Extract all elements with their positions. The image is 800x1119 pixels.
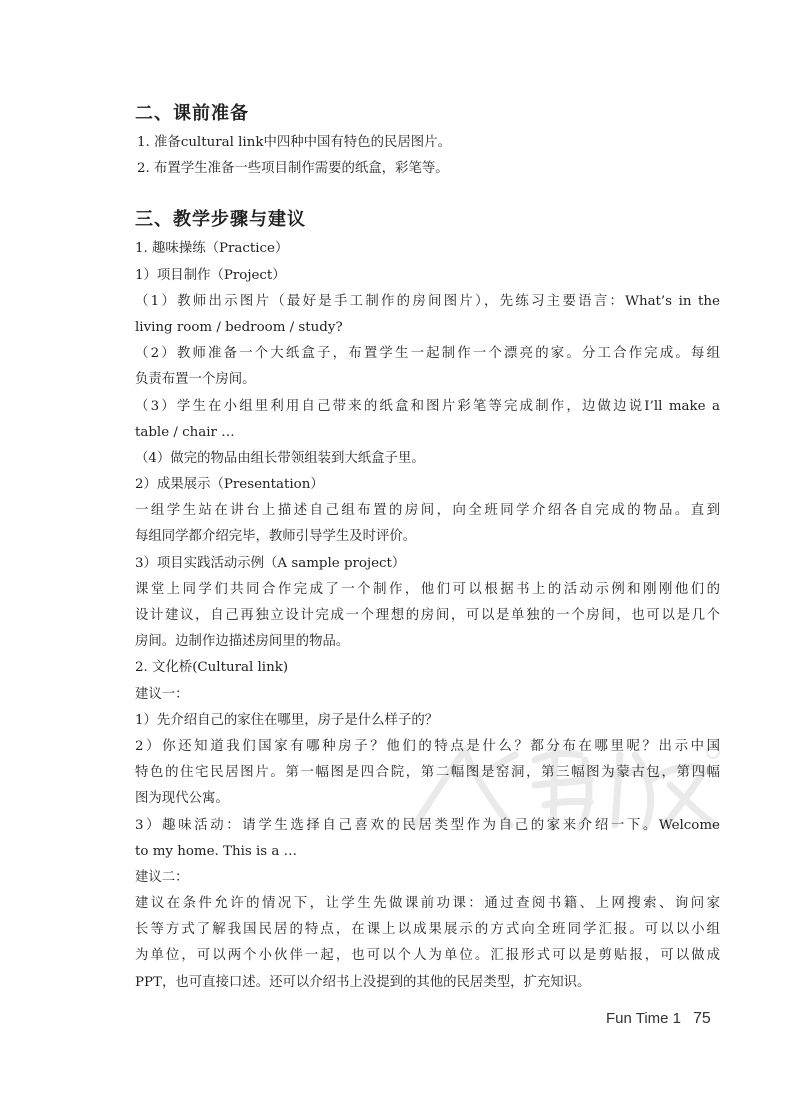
body-line: 建议在条件允许的情况下，让学生先做课前功课：通过查阅书籍、上网搜索、询问家 (135, 896, 720, 912)
body-line: 每组同学都介绍完毕，教师引导学生及时评价。 (135, 529, 417, 545)
section-heading-steps: 三、教学步骤与建议 (135, 209, 306, 231)
body-line: living room / bedroom / study? (135, 319, 343, 335)
body-line: 图为现代公寓。 (135, 791, 229, 807)
body-line: 课堂上同学们共同合作完成了一个制作，他们可以根据书上的活动示例和刚刚他们的 (135, 581, 720, 597)
steps-body (135, 236, 720, 995)
body-line: 一组学生站在讲台上描述自己组布置的房间，向全班同学介绍各自完成的物品。直到 (135, 503, 720, 519)
body-line: 建议二： (135, 869, 189, 885)
main-text-block (135, 98, 720, 996)
body-line: PPT，也可直接口述。还可以介绍书上没提到的其他的民居类型，扩充知识。 (135, 974, 591, 990)
body-line: （3）学生在小组里利用自己带来的纸盒和图片彩笔等完成制作，边做边说I’ll make a (135, 398, 720, 414)
body-line: 1）先介绍自己的家住在哪里，房子是什么样子的？ (135, 712, 439, 728)
body-line: 3）项目实践活动示例（A sample project） (135, 555, 406, 571)
body-line: 2）你还知道我们国家有哪种房子？他们的特点是什么？都分布在哪里呢？出示中国 (135, 738, 720, 754)
body-line: （2）教师准备一个大纸盒子，布置学生一起制作一个漂亮的家。分工合作完成。每组 (135, 346, 720, 362)
body-line: 1）项目制作（Project） (135, 267, 286, 283)
section-gap (135, 182, 720, 204)
body-line: 3）趣味活动：请学生选择自己喜欢的民居类型作为自己的家来介绍一下。Welcome (135, 817, 720, 833)
body-line: 2）成果展示（Presentation） (135, 477, 324, 493)
body-line: to my home. This is a … (135, 843, 298, 859)
body-line: 负责布置一个房间。 (135, 372, 256, 388)
body-line: 长等方式了解我国民居的特点，在课上以成果展示的方式向全班同学汇报。可以以小组 (135, 922, 720, 938)
body-line: 2. 文化桥(Cultural link) (135, 660, 289, 676)
section-heading-preparation: 二、课前准备 (135, 103, 249, 124)
page-footer (606, 1010, 711, 1028)
body-line: （1）教师出示图片（最好是手工制作的房间图片），先练习主要语言：What’s in the (135, 293, 720, 309)
body-line: 特色的住宅民居图片。第一幅图是四合院，第二幅图是窑洞，第三幅图为蒙古包，第四幅 (135, 765, 720, 781)
body-line: 房间。边制作边描述房间里的物品。 (135, 634, 350, 650)
body-line: 为单位，可以两个小伙伴一起，也可以个人为单位。汇报形式可以是剪贴报，可以做成 (135, 948, 720, 964)
body-line: 建议一： (135, 686, 189, 702)
body-line: table / chair … (135, 424, 235, 440)
page-number: 75 (693, 1010, 711, 1027)
body-line: （4）做完的物品由组长带领组装到大纸盒子里。 (135, 450, 425, 466)
body-line: 设计建议，自己再独立设计完成一个理想的房间，可以是单独的一个房间，也可以是几个 (135, 608, 720, 623)
body-line: 1. 趣味操练（Practice） (135, 241, 289, 257)
prep-item-1: 1. 准备cultural link中四种中国有特色的民居图片。 (137, 135, 451, 150)
prep-item-2: 2. 布置学生准备一些项目制作需要的纸盒，彩笔等。 (137, 161, 449, 177)
running-title: Fun Time 1 (606, 1010, 682, 1027)
